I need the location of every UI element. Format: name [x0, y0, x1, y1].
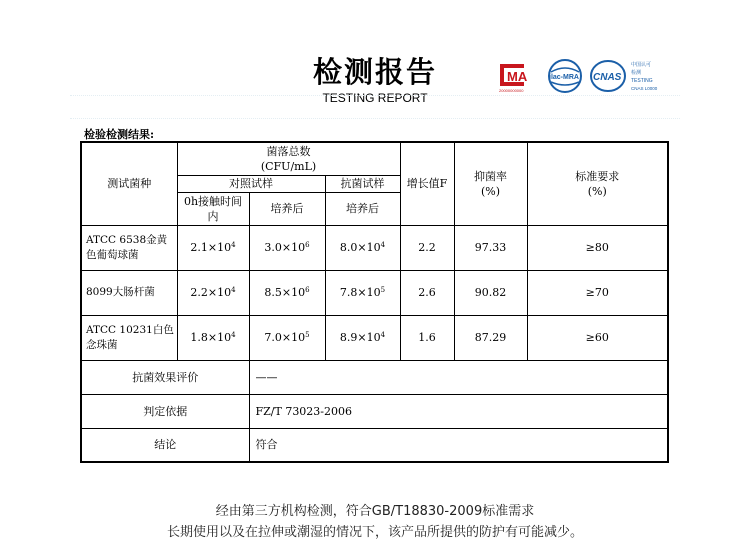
watermark-line [70, 118, 680, 120]
row-control-0h [177, 270, 249, 315]
value-exponent: 5 [380, 286, 386, 294]
cma-logo-text: MA [507, 69, 528, 84]
value-base: 8.9×10 [339, 331, 381, 344]
row-control-cultured [249, 315, 325, 360]
header-standard [527, 142, 668, 225]
evaluation-value: —— [249, 360, 668, 394]
cma-logo-number: 20000000000 [499, 88, 524, 93]
value-base: 8.0×10 [339, 241, 381, 254]
row-antibacterial-cultured [325, 270, 400, 315]
cnas-logo-text: CNAS [593, 72, 622, 83]
row-growth: 2.2 [400, 225, 454, 270]
ilac-mra-logo [544, 58, 586, 94]
value-exponent: 4 [380, 241, 386, 249]
value-exponent: 4 [231, 331, 236, 339]
conclusion-label: 结论 [81, 428, 249, 462]
table-row [81, 225, 668, 270]
basis-label: 判定依据 [81, 394, 249, 428]
value-base: 3.0×10 [264, 241, 306, 254]
row-control-0h [177, 315, 249, 360]
header-inhibition-rate [454, 142, 527, 225]
header-after-culture-control: 培养后 [249, 192, 325, 225]
row-rate: 97.33 [454, 225, 527, 270]
header-standard-line2: (%) [587, 184, 607, 198]
row-control-cultured [249, 225, 325, 270]
header-strain: 测试菌种 [81, 142, 177, 225]
cma-logo [496, 60, 540, 94]
report-header [0, 0, 750, 120]
cnas-logo-sub-4: CNAS L0000 [631, 86, 658, 91]
row-antibacterial-cultured [325, 315, 400, 360]
value-base: 2.1×10 [190, 241, 232, 254]
row-standard: ≥60 [527, 315, 668, 360]
conclusion-value: 符合 [249, 428, 668, 462]
header-contact-0h: 0h接触时间内 [177, 192, 249, 225]
row-strain: ATCC 6538金黄色葡萄球菌 [81, 225, 177, 270]
header-standard-line1: 标准要求 [575, 169, 620, 183]
report-subtitle: TESTING REPORT [322, 91, 428, 105]
header-colony-total-line1: 菌落总数 [266, 144, 311, 158]
header-control-sample: 对照试样 [177, 175, 325, 192]
value-base: 1.8×10 [190, 331, 232, 344]
table-row [81, 270, 668, 315]
value-exponent: 6 [305, 286, 310, 294]
row-rate: 87.29 [454, 315, 527, 360]
value-base: 2.2×10 [190, 286, 232, 299]
evaluation-label: 抗菌效果评价 [81, 360, 249, 394]
value-exponent: 5 [305, 331, 310, 339]
header-after-culture-anti: 培养后 [325, 192, 400, 225]
value-exponent: 4 [231, 241, 236, 249]
table-row [81, 315, 668, 360]
row-standard: ≥80 [527, 225, 668, 270]
section-label: 检验检测结果: [84, 128, 155, 141]
row-antibacterial-cultured [325, 225, 400, 270]
cnas-logo-sub-3: TESTING [631, 78, 653, 84]
row-control-0h [177, 225, 249, 270]
value-base: 8.5×10 [264, 286, 306, 299]
row-standard: ≥70 [527, 270, 668, 315]
header-growth: 增长值F [400, 142, 454, 225]
footer-line-2: 长期使用以及在拉伸或潮湿的情况下，该产品所提供的防护有可能减少。 [166, 525, 583, 540]
value-exponent: 6 [305, 241, 310, 249]
cnas-logo-sub-1: 中国认可 [631, 62, 652, 68]
row-rate: 90.82 [454, 270, 527, 315]
report-title: 检测报告 [312, 55, 437, 89]
value-base: 7.8×10 [339, 286, 381, 299]
row-growth: 2.6 [400, 270, 454, 315]
header-inhibition-rate-line1: 抑菌率 [474, 169, 508, 183]
header-colony-total [177, 142, 400, 175]
row-strain: 8099大肠杆菌 [81, 270, 177, 315]
row-growth: 1.6 [400, 315, 454, 360]
header-antibacterial-sample: 抗菌试样 [325, 175, 400, 192]
value-exponent: 4 [231, 286, 236, 294]
value-base: 7.0×10 [264, 331, 306, 344]
row-strain: ATCC 10231白色念珠菌 [81, 315, 177, 360]
basis-value: FZ/T 73023-2006 [249, 394, 668, 428]
footer-line-1: 经由第三方机构检测，符合GB/T18830-2009标准需求 [215, 504, 535, 519]
ilac-mra-logo-text: ilac-MRA [549, 74, 579, 81]
results-table [80, 141, 669, 463]
row-control-cultured [249, 270, 325, 315]
watermark-line [70, 95, 680, 97]
header-inhibition-rate-line2: (%) [480, 184, 501, 198]
value-exponent: 4 [380, 331, 386, 339]
cnas-logo-sub-2: 检测 [631, 70, 642, 76]
cnas-logo [589, 58, 669, 94]
header-colony-total-line2: (CFU/mL) [260, 159, 317, 173]
